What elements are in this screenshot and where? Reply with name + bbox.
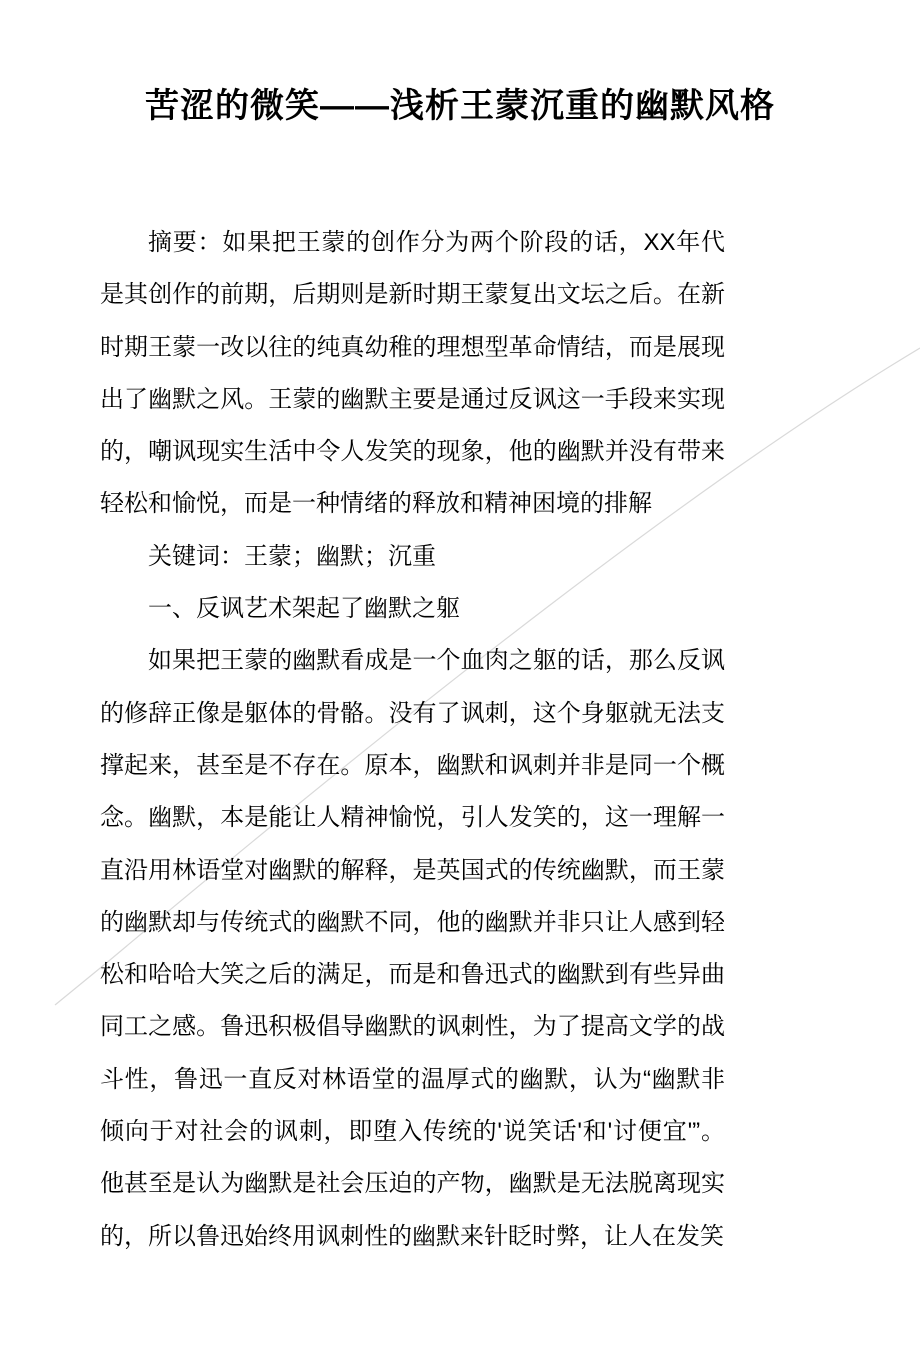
text-line: 撑起来，甚至是不存在。原本，幽默和讽刺并非是同一个概 (100, 751, 725, 779)
text-line: 念。幽默，本是能让人精神愉悦，引人发笑的，这一理解一 (100, 804, 725, 832)
text-line: 松和哈哈大笑之后的满足，而是和鲁迅式的幽默到有些异曲 (100, 961, 725, 989)
text-line: 同工之感。鲁迅积极倡导幽默的讽刺性，为了提高文学的战 (100, 1013, 725, 1041)
text-line: 摘要：如果把王蒙的创作分为两个阶段的话，XX年代 (148, 229, 725, 256)
text-line: 轻松和愉悦，而是一种情绪的释放和精神困境的排解 (100, 490, 652, 518)
text-line: 如果把王蒙的幽默看成是一个血肉之躯的话，那么反讽 (148, 647, 725, 675)
text-line: 一、反讽艺术架起了幽默之躯 (148, 595, 460, 623)
text-line: 关键词：王蒙；幽默；沉重 (148, 542, 436, 570)
text-line: 的，嘲讽现实生活中令人发笑的现象，他的幽默并没有带来 (100, 438, 725, 466)
document-title: 苦涩的微笑——浅析王蒙沉重的幽默风格 (145, 87, 775, 125)
text-line: 的，所以鲁迅始终用讽刺性的幽默来针眨时弊，让人在发笑 (100, 1222, 724, 1250)
text-line: 的幽默却与传统式的幽默不同，他的幽默并非只让人感到轻 (100, 908, 725, 936)
text-line: 直沿用林语堂对幽默的解释，是英国式的传统幽默，而王蒙 (100, 856, 725, 884)
text-line: 时期王蒙一改以往的纯真幼稚的理想型革命情结，而是展现 (100, 333, 725, 361)
text-line: 是其创作的前期，后期则是新时期王蒙复出文坛之后。在新 (100, 281, 725, 309)
text-line: 斗性，鲁迅一直反对林语堂的温厚式的幽默，认为“幽默非 (100, 1065, 725, 1093)
text-line: 出了幽默之风。王蒙的幽默主要是通过反讽这一手段来实现 (100, 385, 725, 413)
text-line: 倾向于对社会的讽刺，即堕入传统的'说笑话'和'讨便宜'”。 (100, 1118, 725, 1146)
text-line: 的修辞正像是躯体的骨骼。没有了讽刺，这个身躯就无法支 (100, 699, 725, 727)
document-body (100, 217, 725, 1263)
text-line: 他甚至是认为幽默是社会压迫的产物，幽默是无法脱离现实 (100, 1170, 725, 1198)
